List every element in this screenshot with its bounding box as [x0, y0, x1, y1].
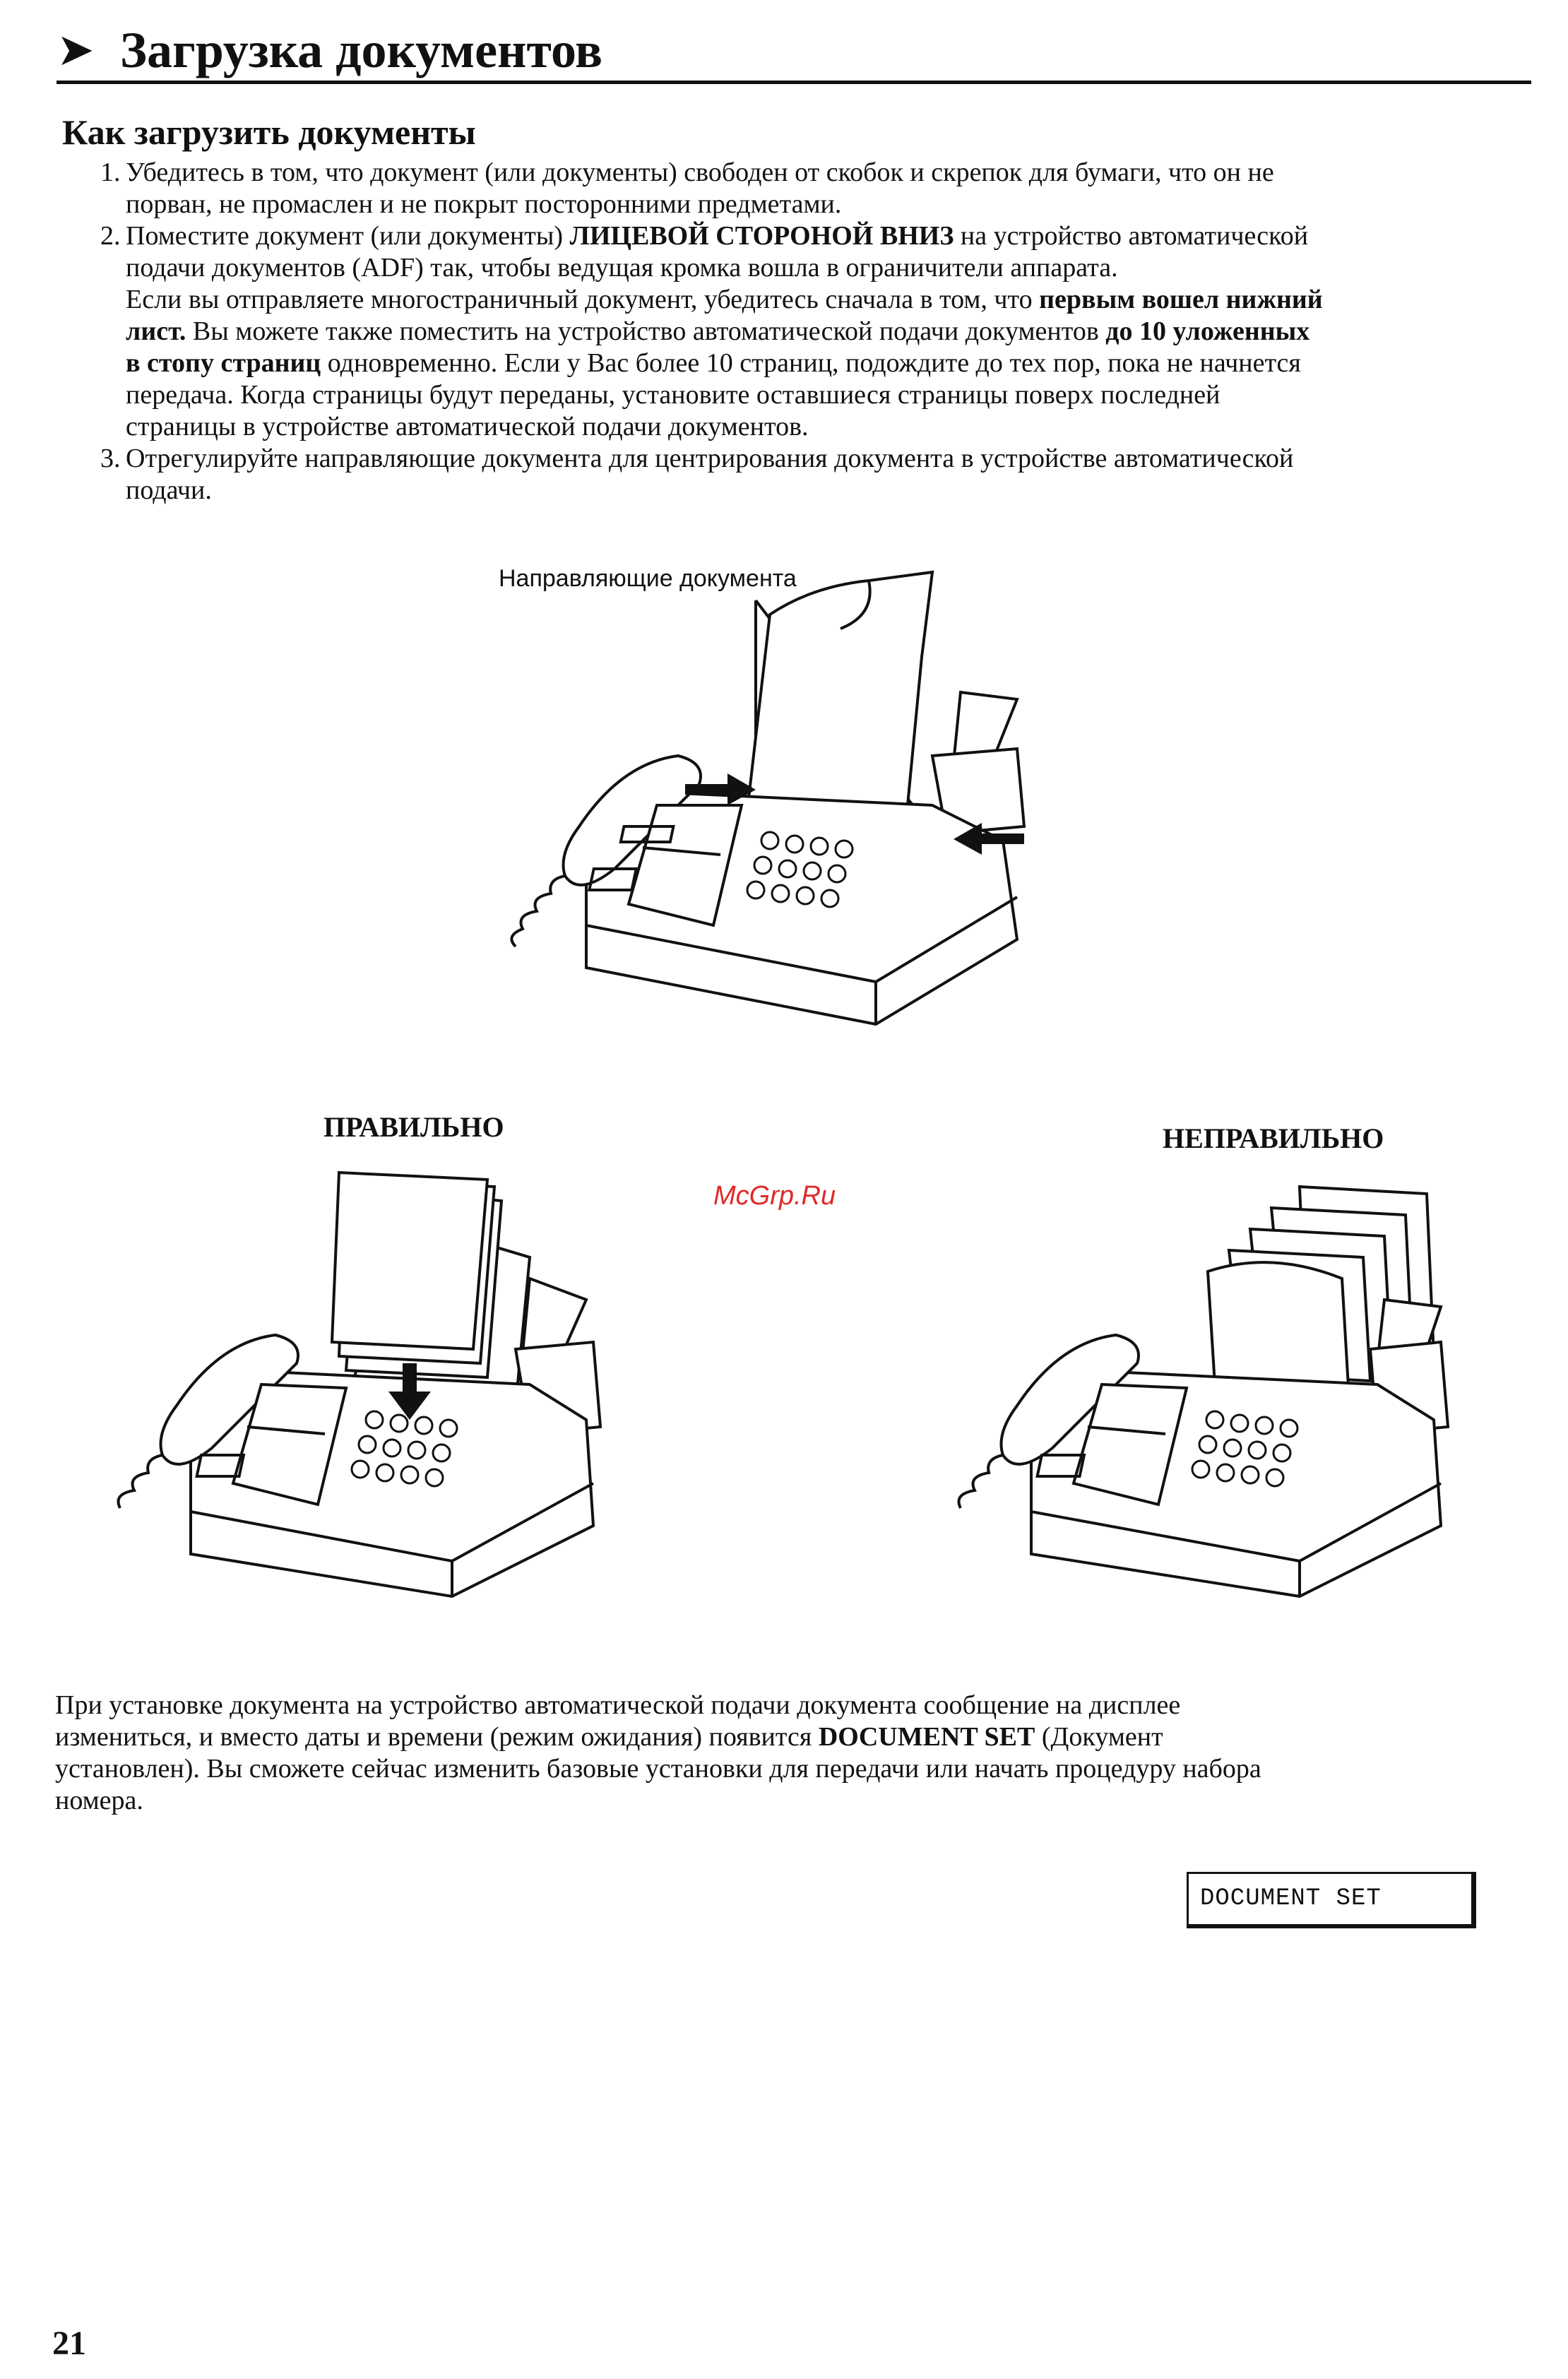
step-text-line: подачи документов (ADF) так, чтобы ведущая кромка вошла в ограничители аппарата. — [126, 253, 1118, 283]
list-item-step-2 — [62, 220, 1517, 443]
text-run-bold: лист. — [126, 316, 186, 346]
step-text-line — [126, 220, 1517, 252]
page-header — [57, 21, 1533, 85]
step-text-line — [126, 284, 1517, 316]
lcd-display — [1187, 1872, 1476, 1928]
text-run: (Документ — [1035, 1722, 1163, 1752]
step-number: 2. — [100, 221, 121, 251]
text-run-bold: в стопу страниц — [126, 348, 321, 378]
list-item-step-1 — [62, 157, 1517, 220]
step-text-line: Отрегулируйте направляющие документа для центрирования документа в устройстве автоматической — [126, 444, 1294, 473]
text-run: Поместите документ (или документы) — [126, 221, 570, 251]
text-run-bold: DOCUMENT SET — [818, 1722, 1035, 1752]
paragraph-line — [55, 1721, 1517, 1753]
text-run: Вы можете также поместить на устройство автоматической подачи документов — [186, 316, 1106, 346]
paragraph-line: При установке документа на устройство автоматической подачи документа сообщение на дисплее — [55, 1690, 1181, 1720]
paragraph-line: установлен). Вы сможете сейчас изменить базовые установки для передачи или начать процедуру набора — [55, 1754, 1261, 1784]
text-run: измениться, и вместо даты и времени (режим ожидания) появится — [55, 1722, 819, 1752]
step-number: 3. — [100, 444, 121, 473]
label-incorrect: НЕПРАВИЛЬНО — [1163, 1122, 1384, 1154]
text-run: Если вы отправляете многостраничный документ, убедитесь сначала в том, что — [126, 285, 1040, 314]
page-number: 21 — [52, 2325, 86, 2362]
step-text-line — [126, 316, 1517, 348]
list-item-step-3 — [62, 443, 1517, 506]
steps-list — [62, 157, 1517, 506]
step-text-line: передача. Когда страницы будут переданы, установите оставшиеся страницы поверх последней — [126, 380, 1220, 410]
bullet-arrow-icon: ➤ — [57, 25, 95, 75]
text-run-bold: первым вошел нижний — [1039, 285, 1323, 314]
label-correct: ПРАВИЛЬНО — [323, 1111, 504, 1143]
step-text-line: Убедитесь в том, что документ (или документы) свободен от скобок и скрепок для бумаги, что он не — [126, 158, 1274, 187]
paragraph-line: номера. — [55, 1786, 143, 1815]
fax-guides-illustration — [537, 572, 1045, 1052]
step-number: 1. — [100, 158, 121, 187]
text-run-bold: до 10 уложенных — [1105, 316, 1310, 346]
lcd-display-text: DOCUMENT SET — [1200, 1885, 1382, 1912]
section-heading: Как загрузить документы — [62, 112, 476, 152]
closing-paragraph — [55, 1690, 1517, 1817]
step-text-line: страницы в устройстве автоматической подачи документов. — [126, 412, 809, 441]
figure-caption-guides: Направляющие документа — [499, 565, 797, 592]
step-text-line: порван, не промаслен и не покрыт посторонними предметами. — [126, 189, 842, 219]
fax-incorrect-loading-illustration — [975, 1173, 1469, 1625]
page-title: Загрузка документов — [120, 22, 603, 78]
watermark-text: McGrp.Ru — [713, 1181, 836, 1211]
text-run-bold: ЛИЦЕВОЙ СТОРОНОЙ ВНИЗ — [569, 221, 954, 251]
fax-correct-loading-illustration — [134, 1173, 614, 1625]
title-divider — [57, 81, 1531, 84]
text-run: одновременно. Если у Вас более 10 страниц, подождите до тех пор, пока не начнется — [321, 348, 1301, 378]
step-text-line — [126, 348, 1517, 379]
text-run: на устройство автоматической — [954, 221, 1309, 251]
step-text-line: подачи. — [126, 475, 212, 505]
